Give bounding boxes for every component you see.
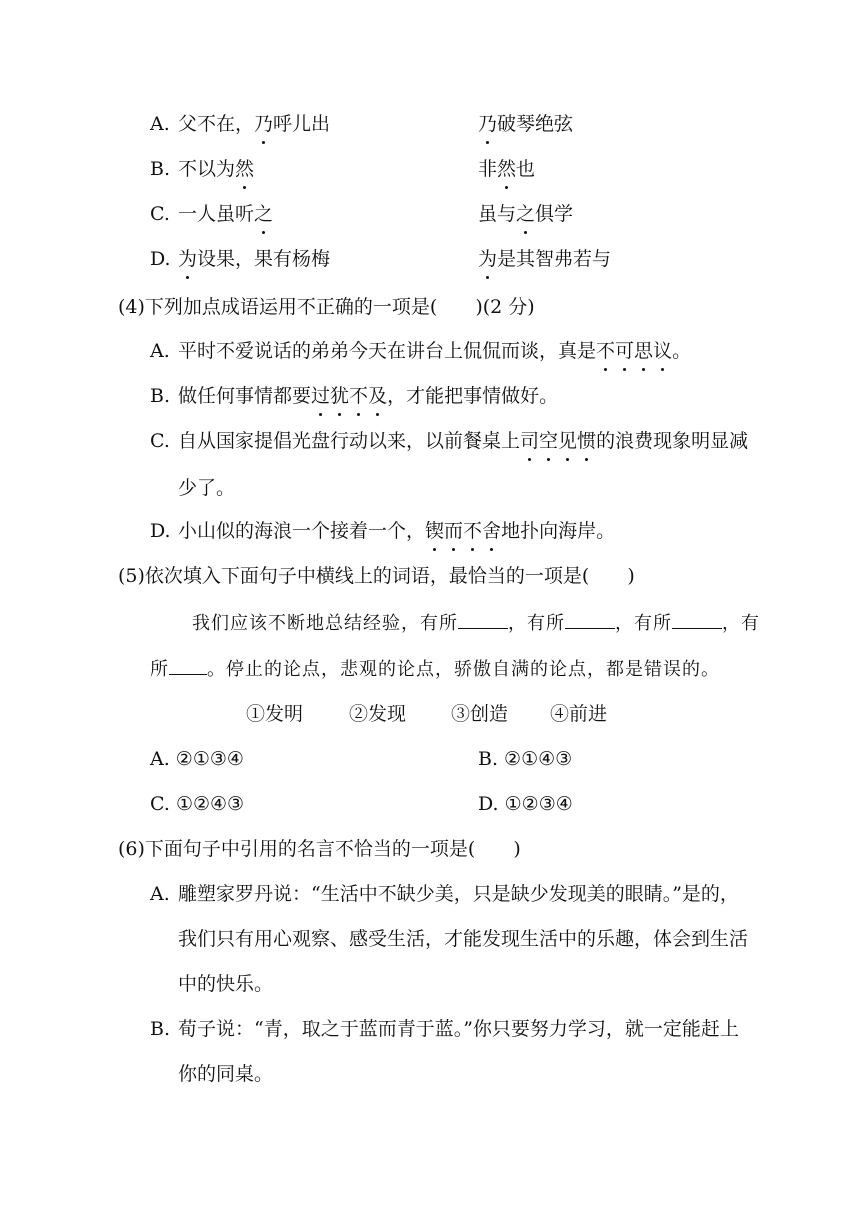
dotted-char: 乃	[254, 113, 274, 135]
dotted-char: 不	[349, 385, 369, 407]
q4-option-d	[150, 518, 615, 544]
option-text: 是其智弗若与	[497, 248, 612, 270]
option-text: 设果，果有杨梅	[197, 248, 331, 270]
dotted-char: 然	[235, 158, 255, 180]
option-text: 破琴绝弦	[497, 113, 574, 135]
option-text: ，才能把事情做好。	[387, 385, 559, 407]
q6-option-a-line-1	[150, 881, 739, 907]
dotted-char: 不	[596, 340, 616, 362]
dotted-char: 空	[539, 430, 559, 452]
dotted-char: 不	[463, 520, 483, 542]
dotted-char: 议	[653, 340, 673, 362]
option-text: 虽与	[478, 203, 517, 225]
option-letter: A.	[150, 883, 170, 905]
q6-option-b-line-2: 你的同桌。	[178, 1063, 274, 1085]
word-item: ③创造	[451, 703, 509, 725]
fill-blank-1	[458, 610, 508, 629]
dotted-char: 之	[254, 203, 274, 225]
option-letter: C.	[150, 203, 170, 225]
option-letter: B.	[150, 1018, 171, 1040]
dotted-char: 为	[478, 248, 498, 270]
passage-text: 。停止的论点，悲观的论点，骄傲自满的论点，都是错误的。	[207, 659, 720, 680]
option-text: 一人虽听	[178, 203, 255, 225]
option-text: 非	[478, 158, 498, 180]
dotted-char: 乃	[478, 113, 498, 135]
option-text: 不以为	[178, 158, 236, 180]
option-text: 做任何事情都要	[178, 385, 312, 407]
option-text: 雕塑家罗丹说：“生活中不缺少美，只是缺少发现美的眼睛。”是的，	[178, 883, 739, 905]
q4-option-c-continued: 少了。	[178, 477, 236, 499]
dotted-char: 可	[615, 340, 635, 362]
dotted-char: 惯	[577, 430, 597, 452]
q5-option-b: B. ②①④③	[478, 748, 573, 770]
passage-text: ，有所	[508, 613, 565, 634]
option-letter: D.	[150, 520, 171, 542]
dotted-char: 而	[444, 520, 464, 542]
dotted-char: 之	[516, 203, 536, 225]
dotted-char: 舍	[482, 520, 502, 542]
option-letter: B.	[150, 385, 171, 407]
word-item: ②发现	[349, 703, 407, 725]
option-text: 自从国家提倡光盘行动以来，以前餐桌上	[178, 430, 521, 452]
word-item: ④前进	[550, 703, 608, 725]
passage-text: 所	[150, 659, 169, 680]
q5-stem: (5)依次填入下面句子中横线上的词语，最恰当的一项是( )	[118, 565, 635, 587]
dotted-char: 锲	[425, 520, 445, 542]
passage-text: ，有	[722, 613, 760, 634]
fill-blank-2	[565, 610, 615, 629]
q5-option-d: D. ①②③④	[478, 793, 573, 815]
option-text: 地扑向海岸。	[501, 520, 616, 542]
option-text: 的浪费现象明显减	[596, 430, 749, 452]
q5-option-c: C. ①②④③	[150, 793, 245, 815]
q6-option-a-line-2: 我们只有用心观察、感受生活，才能发现生活中的乐趣，体会到生活	[178, 928, 749, 950]
option-letter: A.	[150, 113, 170, 135]
option-letter: C.	[150, 430, 170, 452]
q4-stem: (4)下列加点成语运用不正确的一项是( )(2 分)	[118, 296, 535, 318]
option-text: 呼儿出	[273, 113, 331, 135]
q6-option-a-line-3: 中的快乐。	[178, 973, 274, 995]
option-text: 荀子说：“青，取之于蓝而青于蓝。”你只要努力学习，就一定能赶上	[178, 1018, 739, 1040]
word-item: ①发明	[246, 703, 304, 725]
q4-option-a	[150, 338, 691, 364]
fill-blank-3	[672, 610, 722, 629]
q5-passage-line-2	[150, 656, 720, 683]
option-letter: D.	[150, 248, 171, 270]
dotted-char: 过	[311, 385, 331, 407]
dotted-char: 思	[634, 340, 654, 362]
option-letter: B.	[150, 158, 171, 180]
dotted-char: 犹	[330, 385, 350, 407]
q4-option-c	[150, 428, 748, 454]
fill-blank-4	[169, 656, 207, 675]
q5-passage-line-1	[192, 610, 760, 637]
dotted-char: 见	[558, 430, 578, 452]
dotted-char: 及	[368, 385, 388, 407]
q6-stem: (6)下面句子中引用的名言不恰当的一项是( )	[118, 838, 521, 860]
q5-option-a: A. ②①③④	[150, 748, 244, 770]
passage-text: ，有所	[615, 613, 672, 634]
q4-option-b	[150, 383, 558, 409]
q6-option-b-line-1	[150, 1016, 739, 1042]
passage-text: 我们应该不断地总结经验，有所	[192, 613, 458, 634]
option-text: 平时不爱说话的弟弟今天在讲台上侃侃而谈，真是	[178, 340, 597, 362]
option-text: 。	[672, 340, 692, 362]
option-letter: A.	[150, 340, 170, 362]
option-text: 也	[516, 158, 536, 180]
dotted-char: 为	[178, 248, 198, 270]
dotted-char: 然	[497, 158, 517, 180]
dotted-char: 司	[520, 430, 540, 452]
option-text: 父不在，	[178, 113, 255, 135]
option-text: 俱学	[535, 203, 574, 225]
option-text: 小山似的海浪一个接着一个，	[178, 520, 426, 542]
